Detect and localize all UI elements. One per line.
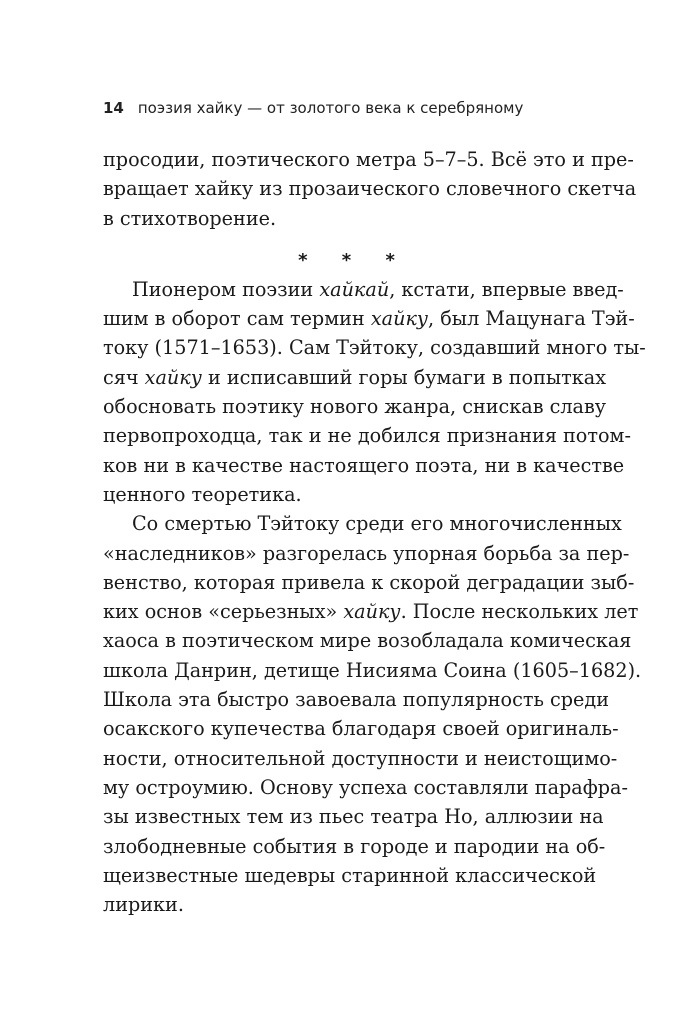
page-number: 14 — [103, 99, 124, 117]
text-line: в стихотворение. — [103, 206, 277, 230]
italic-term: хайкай — [319, 277, 390, 301]
text-line: лирики. — [103, 893, 184, 917]
text-line: хаоса в поэтическом мире возобладала комическая — [103, 629, 632, 653]
italic-term: хайку — [343, 600, 401, 624]
text-line: Пионером поэзии хайкай, кстати, впервые введ- — [132, 277, 624, 301]
section-separator: * * * — [298, 249, 409, 271]
text-line: ности, относительной доступности и неистощимо- — [103, 746, 618, 770]
running-title: поэзия хайку — от золотого века к серебряному — [137, 99, 524, 117]
running-header — [103, 98, 603, 118]
text-line: сяч хайку и исписавший горы бумаги в попытках — [103, 365, 607, 389]
body-text — [103, 145, 646, 919]
text-line: ков ни в качестве настоящего поэта, ни в качестве — [103, 453, 625, 477]
text-line: Со смертью Тэйтоку среди его многочисленных — [132, 512, 622, 536]
paragraph — [103, 145, 637, 233]
text-line: обосновать поэтику нового жанра, снискав славу — [103, 395, 607, 419]
text-line: Школа эта быстро завоевала популярность среди — [103, 688, 609, 712]
text-line: «наследников» разгорелась упорная борьба за пер- — [103, 541, 630, 565]
text-line: вращает хайку из прозаического словечного скетча — [103, 177, 637, 201]
paragraph — [103, 275, 646, 509]
text-line: первопроходца, так и не добился признания потом- — [103, 424, 631, 448]
text-line: ких основ «серьезных» хайку. После нескольких лет — [103, 600, 639, 624]
text-line: просодии, поэтического метра 5–7–5. Всё это и пре- — [103, 148, 634, 171]
text-line: зы известных тем из пьес театра Но, аллюзии на — [103, 805, 604, 829]
italic-term: хайку — [144, 365, 202, 389]
italic-term: хайку — [370, 307, 429, 331]
text-line: венство, которая привела к скорой деградации зыб- — [103, 570, 635, 594]
text-line: щеизвестные шедевры старинной классической — [103, 863, 597, 887]
text-line: току (1571–1653). Сам Тэйтоку, создавший много ты- — [103, 336, 646, 360]
paragraph — [103, 509, 642, 919]
text-line: злободневные события в городе и пародии на об- — [103, 834, 606, 858]
text-line: школа Данрин, детище Нисияма Соина (1605–1682). — [103, 658, 642, 682]
text-line: осакского купечества благодаря своей оригиналь- — [103, 717, 619, 741]
text-line: ценного теоретика. — [103, 482, 302, 506]
text-line: шим в оборот сам термин хайку, был Мацунага Тэй- — [103, 307, 635, 331]
text-line: му остроумию. Основу успеха составляли парафра- — [103, 775, 628, 799]
